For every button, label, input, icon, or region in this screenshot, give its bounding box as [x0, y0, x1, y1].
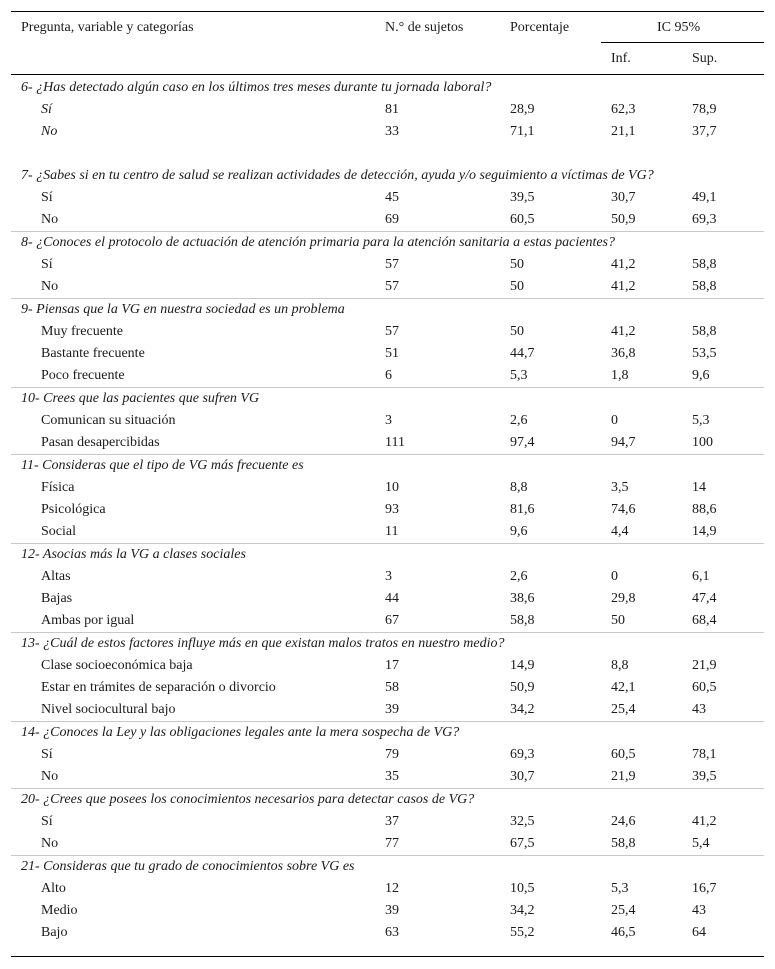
category-label: Social	[41, 524, 76, 539]
question-text: 13- ¿Cuál de estos factores influye más en que existan malos tratos en nuestro medio?	[21, 636, 505, 651]
ic-inf-cell: 41,2	[611, 279, 636, 294]
ic-inf-cell: 41,2	[611, 324, 636, 339]
percentage-cell: 32,5	[510, 814, 535, 829]
subjects-cell: 58	[385, 680, 399, 695]
percentage-cell: 14,9	[510, 658, 535, 673]
ic-inf-cell: 58,8	[611, 836, 636, 851]
category-label: Sí	[41, 747, 53, 762]
category-label: Medio	[41, 903, 78, 918]
table-row	[11, 365, 764, 387]
header-sup: Sup.	[692, 51, 718, 66]
percentage-cell: 30,7	[510, 769, 535, 784]
table-bottom-rule	[11, 956, 764, 957]
ic-inf-cell: 3,5	[611, 480, 629, 495]
category-label: No	[41, 279, 59, 294]
category-label: Física	[41, 480, 75, 495]
ic-inf-cell: 8,8	[611, 658, 629, 673]
percentage-cell: 39,5	[510, 190, 535, 205]
ic-inf-cell: 5,3	[611, 881, 629, 896]
ic-inf-cell: 50	[611, 613, 625, 628]
category-label: Alto	[41, 881, 66, 896]
subjects-cell: 6	[385, 368, 392, 383]
category-label: Psicológica	[41, 502, 106, 517]
subjects-cell: 17	[385, 658, 399, 673]
category-label: Clase socioeconómica baja	[41, 658, 193, 673]
table-row	[11, 321, 764, 343]
category-label: Muy frecuente	[41, 324, 124, 339]
percentage-cell: 44,7	[510, 346, 535, 361]
header-ic: IC 95%	[657, 20, 701, 35]
ic-sup-cell: 64	[692, 925, 706, 940]
ic-sup-cell: 100	[692, 435, 713, 450]
table-row	[11, 677, 764, 699]
subjects-cell: 93	[385, 502, 399, 517]
percentage-cell: 71,1	[510, 124, 535, 139]
ic-sup-cell: 49,1	[692, 190, 717, 205]
subjects-cell: 10	[385, 480, 399, 495]
question-row	[11, 231, 764, 254]
percentage-cell: 50	[510, 257, 524, 272]
ic-sup-cell: 43	[692, 903, 706, 918]
question-text: 10- Crees que las pacientes que sufren VG	[21, 391, 260, 406]
percentage-cell: 60,5	[510, 212, 535, 227]
subjects-cell: 57	[385, 279, 399, 294]
percentage-cell: 38,6	[510, 591, 535, 606]
ic-inf-cell: 24,6	[611, 814, 636, 829]
header-percentage: Porcentaje	[510, 20, 570, 35]
table-row	[11, 766, 764, 788]
ic-sup-cell: 39,5	[692, 769, 717, 784]
ic-sup-cell: 6,1	[692, 569, 710, 584]
category-label: Bajas	[41, 591, 73, 606]
subjects-cell: 11	[385, 524, 399, 539]
ic-inf-cell: 21,9	[611, 769, 636, 784]
question-row	[11, 788, 764, 811]
ic-inf-cell: 0	[611, 413, 618, 428]
category-label: Altas	[41, 569, 71, 584]
table-row	[11, 254, 764, 276]
subjects-cell: 35	[385, 769, 399, 784]
ic-sup-cell: 69,3	[692, 212, 717, 227]
ic-sup-cell: 78,1	[692, 747, 717, 762]
subjects-cell: 39	[385, 903, 399, 918]
category-label: Bastante frecuente	[41, 346, 145, 361]
table-row	[11, 477, 764, 499]
percentage-cell: 50	[510, 324, 524, 339]
question-text: 21- Consideras que tu grado de conocimientos sobre VG es	[21, 859, 355, 874]
table-row	[11, 187, 764, 209]
subjects-cell: 57	[385, 257, 399, 272]
ic-sup-cell: 53,5	[692, 346, 717, 361]
ic-sup-cell: 58,8	[692, 257, 717, 272]
ic-sup-cell: 60,5	[692, 680, 717, 695]
subjects-cell: 44	[385, 591, 399, 606]
header-question: Pregunta, variable y categorías	[21, 20, 194, 35]
table-row	[11, 209, 764, 231]
ic-sup-cell: 14,9	[692, 524, 717, 539]
question-row	[11, 721, 764, 744]
table-row	[11, 699, 764, 721]
ic-sup-cell: 16,7	[692, 881, 717, 896]
ic-sup-cell: 43	[692, 702, 706, 717]
category-label: Estar en trámites de separación o divorcio	[41, 680, 276, 695]
spacer-row	[11, 143, 764, 165]
category-label: No	[41, 212, 59, 227]
percentage-cell: 34,2	[510, 903, 535, 918]
question-row	[11, 165, 764, 187]
ic-inf-cell: 25,4	[611, 702, 636, 717]
percentage-cell: 34,2	[510, 702, 535, 717]
ic-sup-cell: 41,2	[692, 814, 717, 829]
category-label: No	[41, 769, 59, 784]
table-row	[11, 276, 764, 298]
percentage-cell: 81,6	[510, 502, 535, 517]
ic-inf-cell: 42,1	[611, 680, 636, 695]
table-row	[11, 566, 764, 588]
category-label: Sí	[41, 102, 52, 117]
table-row	[11, 499, 764, 521]
percentage-cell: 50,9	[510, 680, 535, 695]
subjects-cell: 33	[385, 124, 399, 139]
percentage-cell: 8,8	[510, 480, 528, 495]
question-row	[11, 855, 764, 878]
percentage-cell: 28,9	[510, 102, 535, 117]
question-text: 11- Consideras que el tipo de VG más frecuente es	[21, 458, 304, 473]
category-label: Pasan desapercibidas	[41, 435, 160, 450]
table-body	[11, 77, 764, 944]
table-row	[11, 588, 764, 610]
subjects-cell: 37	[385, 814, 399, 829]
question-row	[11, 543, 764, 566]
ic-sup-cell: 78,9	[692, 102, 717, 117]
category-label: Sí	[41, 190, 53, 205]
table-row	[11, 99, 764, 121]
ic-inf-cell: 62,3	[611, 102, 636, 117]
percentage-cell: 5,3	[510, 368, 528, 383]
question-text: 12- Asocias más la VG a clases sociales	[21, 547, 246, 562]
table-row	[11, 900, 764, 922]
ic-group-rule	[601, 42, 764, 43]
ic-sup-cell: 58,8	[692, 324, 717, 339]
percentage-cell: 50	[510, 279, 524, 294]
table-row	[11, 121, 764, 143]
question-text: 7- ¿Sabes si en tu centro de salud se realizan actividades de detección, ayuda y/o seguimiento a víctimas de VG?	[21, 168, 654, 183]
ic-inf-cell: 29,8	[611, 591, 636, 606]
ic-inf-cell: 60,5	[611, 747, 636, 762]
category-label: Sí	[41, 814, 53, 829]
percentage-cell: 97,4	[510, 435, 535, 450]
ic-sup-cell: 37,7	[692, 124, 717, 139]
question-row	[11, 298, 764, 321]
question-row	[11, 454, 764, 477]
question-text: 6- ¿Has detectado algún caso en los últimos tres meses durante tu jornada laboral?	[21, 80, 492, 95]
ic-inf-cell: 1,8	[611, 368, 629, 383]
ic-inf-cell: 94,7	[611, 435, 636, 450]
question-text: 14- ¿Conoces la Ley y las obligaciones legales ante la mera sospecha de VG?	[21, 725, 460, 740]
ic-sup-cell: 9,6	[692, 368, 710, 383]
percentage-cell: 2,6	[510, 569, 528, 584]
subjects-cell: 45	[385, 190, 399, 205]
category-label: No	[41, 836, 59, 851]
ic-inf-cell: 50,9	[611, 212, 636, 227]
table-row	[11, 410, 764, 432]
category-label: Poco frecuente	[41, 368, 125, 383]
table-row	[11, 833, 764, 855]
ic-inf-cell: 4,4	[611, 524, 629, 539]
subjects-cell: 63	[385, 925, 399, 940]
table-top-rule	[11, 11, 764, 12]
ic-sup-cell: 58,8	[692, 279, 717, 294]
table-row	[11, 432, 764, 454]
ic-sup-cell: 5,3	[692, 413, 710, 428]
table-row	[11, 811, 764, 833]
percentage-cell: 2,6	[510, 413, 528, 428]
ic-inf-cell: 21,1	[611, 124, 636, 139]
question-text: 8- ¿Conoces el protocolo de actuación de atención primaria para la atención sanitaria a estas pacientes?	[21, 235, 616, 250]
percentage-cell: 10,5	[510, 881, 535, 896]
ic-inf-cell: 0	[611, 569, 618, 584]
ic-sup-cell: 14	[692, 480, 706, 495]
header-inf: Inf.	[611, 51, 631, 66]
table-row	[11, 922, 764, 944]
ic-sup-cell: 21,9	[692, 658, 717, 673]
subjects-cell: 57	[385, 324, 399, 339]
subjects-cell: 77	[385, 836, 399, 851]
subjects-cell: 51	[385, 346, 399, 361]
ic-inf-cell: 36,8	[611, 346, 636, 361]
category-label: Nivel sociocultural bajo	[41, 702, 176, 717]
ic-inf-cell: 25,4	[611, 903, 636, 918]
question-row	[11, 387, 764, 410]
subjects-cell: 67	[385, 613, 399, 628]
table-row	[11, 655, 764, 677]
ic-inf-cell: 74,6	[611, 502, 636, 517]
question-text: 9- Piensas que la VG en nuestra sociedad es un problema	[21, 302, 345, 317]
question-text: 20- ¿Crees que posees los conocimientos necesarios para detectar casos de VG?	[21, 792, 475, 807]
subjects-cell: 81	[385, 102, 399, 117]
header-bottom-rule	[11, 74, 764, 75]
percentage-cell: 9,6	[510, 524, 528, 539]
table-row	[11, 744, 764, 766]
question-row	[11, 77, 764, 99]
percentage-cell: 55,2	[510, 925, 535, 940]
percentage-cell: 69,3	[510, 747, 535, 762]
category-label: Ambas por igual	[41, 613, 135, 628]
subjects-cell: 3	[385, 569, 392, 584]
table-row	[11, 610, 764, 632]
category-label: No	[41, 124, 58, 139]
table-row	[11, 521, 764, 543]
ic-sup-cell: 68,4	[692, 613, 717, 628]
subjects-cell: 12	[385, 881, 399, 896]
subjects-cell: 111	[385, 435, 405, 450]
ic-inf-cell: 46,5	[611, 925, 636, 940]
table-row	[11, 343, 764, 365]
ic-inf-cell: 30,7	[611, 190, 636, 205]
ic-sup-cell: 47,4	[692, 591, 717, 606]
category-label: Bajo	[41, 925, 68, 940]
subjects-cell: 69	[385, 212, 399, 227]
subjects-cell: 3	[385, 413, 392, 428]
question-row	[11, 632, 764, 655]
ic-inf-cell: 41,2	[611, 257, 636, 272]
subjects-cell: 39	[385, 702, 399, 717]
header-subjects: N.° de sujetos	[385, 20, 464, 35]
ic-sup-cell: 88,6	[692, 502, 717, 517]
table-row	[11, 878, 764, 900]
subjects-cell: 79	[385, 747, 399, 762]
category-label: Comunican su situación	[41, 413, 176, 428]
category-label: Sí	[41, 257, 53, 272]
ic-sup-cell: 5,4	[692, 836, 710, 851]
percentage-cell: 58,8	[510, 613, 535, 628]
percentage-cell: 67,5	[510, 836, 535, 851]
